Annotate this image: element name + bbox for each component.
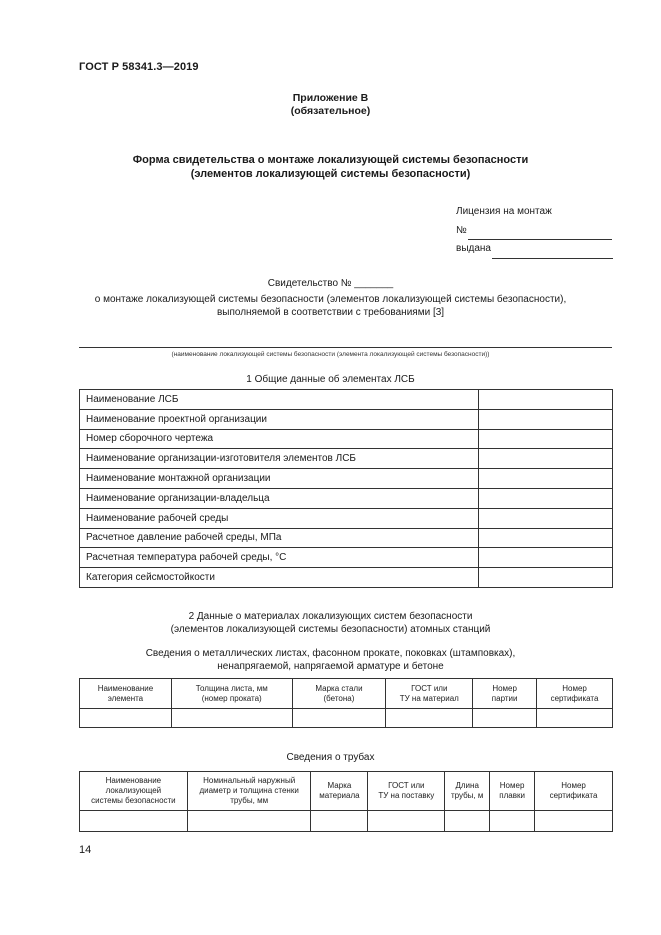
general-data-value-cell[interactable]	[479, 409, 613, 429]
pipes-column-header-line: Номер	[561, 781, 586, 790]
general-data-row	[80, 469, 613, 489]
license-title: Лицензия на монтаж	[456, 206, 552, 217]
general-data-value-cell[interactable]	[479, 390, 613, 410]
metals-cell[interactable]	[473, 709, 537, 728]
pipes-column-header-line: сертификата	[549, 791, 598, 800]
pipes-column-header-line: Наименование	[105, 776, 162, 785]
appendix-title: Приложение В	[292, 92, 369, 104]
general-data-row	[80, 548, 613, 568]
pipes-cell[interactable]	[445, 811, 490, 832]
general-data-row	[80, 429, 613, 449]
pipes-column-header-line: трубы, мм	[230, 796, 269, 805]
system-name-line[interactable]	[79, 347, 612, 348]
license-block	[456, 203, 613, 259]
metals-column-header-line: Наименование	[97, 683, 154, 693]
metals-column-header	[386, 679, 473, 709]
pipes-cell[interactable]	[311, 811, 368, 832]
metals-cell[interactable]	[292, 709, 386, 728]
metals-cell[interactable]	[171, 709, 292, 728]
license-issued-row	[456, 240, 613, 259]
general-data-label: Наименование проектной организации	[80, 409, 479, 429]
metals-heading	[0, 648, 661, 673]
metals-column-header-line: Номер	[492, 683, 517, 693]
metals-column-header-line: партии	[491, 693, 518, 703]
section2-heading-line1: 2 Данные о материалах локализующих систем безопасности	[188, 611, 473, 622]
general-data-row	[80, 449, 613, 469]
section1-heading: 1 Общие данные об элементах ЛСБ	[246, 374, 415, 385]
form-title-line1: Форма свидетельства о монтаже локализующей системы безопасности	[132, 154, 529, 166]
metals-cell[interactable]	[537, 709, 613, 728]
certificate-desc-line1: о монтаже локализующей системы безопасности (элементов локализующей системы безопасности),	[94, 294, 567, 305]
pipes-column-header	[80, 772, 188, 811]
appendix-subtitle: (обязательное)	[290, 105, 371, 117]
pipes-cell[interactable]	[187, 811, 311, 832]
metals-column-header-line: ТУ на материал	[399, 693, 459, 703]
metals-column-header-line: Толщина листа, мм	[195, 683, 268, 693]
general-data-label: Категория сейсмостойкости	[80, 568, 479, 588]
general-data-label: Наименование организации-изготовителя элементов ЛСБ	[80, 449, 479, 469]
metals-column-header	[473, 679, 537, 709]
general-data-label: Расчетное давление рабочей среды, МПа	[80, 528, 479, 548]
pipes-column-header	[311, 772, 368, 811]
metals-heading-line2: ненапрягаемой, напрягаемой арматуре и бетоне	[217, 660, 444, 672]
pipes-column-header-line: Марка	[327, 781, 352, 790]
pipes-cell[interactable]	[535, 811, 613, 832]
general-data-label: Расчетная температура рабочей среды, °С	[80, 548, 479, 568]
general-data-value-cell[interactable]	[479, 508, 613, 528]
form-title-line2: (элементов локализующей системы безопасности)	[190, 168, 471, 180]
pipes-column-header-line: системы безопасности	[91, 796, 176, 805]
general-data-label: Наименование организации-владельца	[80, 488, 479, 508]
page-number: 14	[79, 844, 92, 856]
pipes-cell[interactable]	[490, 811, 535, 832]
license-number-row	[456, 222, 613, 241]
metals-table	[79, 678, 613, 728]
general-data-value-cell[interactable]	[479, 449, 613, 469]
document-code: ГОСТ Р 58341.3—2019	[79, 61, 199, 73]
pipes-column-header-line: локализующей	[105, 786, 162, 795]
license-number-field[interactable]	[468, 228, 612, 240]
section2-heading-line2: (элементов локализующей системы безопасности) атомных станций	[170, 623, 491, 635]
form-title	[0, 153, 661, 181]
general-data-row	[80, 390, 613, 410]
pipes-column-header-line: Длина	[455, 781, 479, 790]
pipes-column-header-line: плавки	[499, 791, 525, 800]
general-data-value-cell[interactable]	[479, 469, 613, 489]
general-data-value-cell[interactable]	[479, 568, 613, 588]
metals-column-header	[292, 679, 386, 709]
metals-column-header-line: ГОСТ или	[411, 683, 448, 693]
metals-column-header	[171, 679, 292, 709]
general-data-label: Наименование ЛСБ	[80, 390, 479, 410]
pipes-column-header	[490, 772, 535, 811]
pipes-column-header-line: трубы, м	[450, 791, 484, 800]
metals-column-header	[537, 679, 613, 709]
pipes-column-header-line: ГОСТ или	[388, 781, 425, 790]
general-data-value-cell[interactable]	[479, 488, 613, 508]
certificate-title: Свидетельство № _______	[267, 278, 394, 289]
general-data-row	[80, 409, 613, 429]
general-data-row	[80, 528, 613, 548]
pipes-column-header-line: материала	[319, 791, 360, 800]
certificate-desc-line2: выполняемой в соответствии с требованиями [3]	[216, 306, 445, 318]
pipes-column-header-line: ТУ на поставку	[378, 791, 435, 800]
system-name-caption: (наименование локализующей системы безопасности (элемента локализующей системы безопасности))	[171, 351, 490, 358]
metals-column-header-line: (бетона)	[323, 693, 355, 703]
pipes-cell[interactable]	[80, 811, 188, 832]
general-data-value-cell[interactable]	[479, 548, 613, 568]
pipes-column-header-line: Номинальный наружный	[203, 776, 296, 785]
pipes-column-header-line: диаметр и толщина стенки	[199, 786, 299, 795]
general-data-label: Номер сборочного чертежа	[80, 429, 479, 449]
license-issued-label: выдана	[456, 243, 491, 254]
metals-column-header	[80, 679, 172, 709]
section2-heading	[0, 611, 661, 636]
pipes-table	[79, 771, 613, 832]
pipes-cell[interactable]	[368, 811, 445, 832]
general-data-value-cell[interactable]	[479, 528, 613, 548]
metals-column-header-line: Номер	[562, 683, 587, 693]
pipes-column-header	[445, 772, 490, 811]
license-issued-field[interactable]	[492, 247, 613, 259]
metals-column-header-line: элемента	[107, 693, 144, 703]
metals-column-header-line: (номер проката)	[201, 693, 262, 703]
pipes-heading: Сведения о трубах	[286, 752, 375, 763]
metals-column-header-line: сертификата	[550, 693, 599, 703]
license-number-label: №	[456, 224, 467, 236]
metals-cell[interactable]	[80, 709, 172, 728]
appendix-heading	[0, 92, 661, 118]
metals-column-header-line: Марка стали	[315, 683, 363, 693]
metals-heading-line1: Сведения о металлических листах, фасонном прокате, поковках (штамповках),	[145, 648, 516, 659]
general-data-value-cell[interactable]	[479, 429, 613, 449]
general-data-label: Наименование рабочей среды	[80, 508, 479, 528]
metals-cell[interactable]	[386, 709, 473, 728]
pipes-column-header	[368, 772, 445, 811]
general-data-label: Наименование монтажной организации	[80, 469, 479, 489]
general-data-row	[80, 488, 613, 508]
pipes-column-header	[187, 772, 311, 811]
pipes-column-header	[535, 772, 613, 811]
general-data-row	[80, 508, 613, 528]
pipes-column-header-line: Номер	[499, 781, 525, 790]
general-data-table	[79, 389, 613, 588]
certificate-description	[0, 294, 661, 319]
general-data-row	[80, 568, 613, 588]
